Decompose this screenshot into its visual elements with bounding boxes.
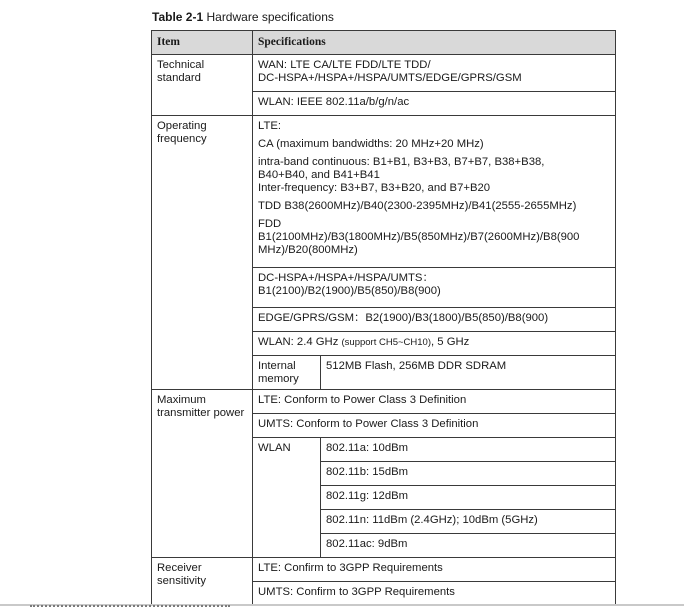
spec-tx-wlan-80211g: 802.11g: 12dBm	[321, 486, 616, 510]
spec-lte-intra-1: intra-band continuous: B1+B1, B3+B3, B7+B7, B38+B38,	[258, 156, 545, 168]
spec-lte-fdd-1: B1(2100MHz)/B3(1800MHz)/B5(850MHz)/B7(2600MHz)/B8(900	[258, 231, 580, 243]
spec-wlan-frequency-suffix: , 5 GHz	[431, 336, 470, 348]
spec-tx-wlan-label: WLAN	[253, 438, 321, 558]
spec-rx-lte: LTE: Confirm to 3GPP Requirements	[253, 558, 616, 582]
spec-tx-wlan-80211ac: 802.11ac: 9dBm	[321, 534, 616, 558]
spec-dc-hspa-line2: B1(2100)/B2(1900)/B5(850)/B8(900)	[258, 285, 441, 297]
header-item: Item	[152, 31, 253, 55]
table-row	[152, 116, 616, 268]
spec-tx-wlan-80211n: 802.11n: 11dBm (2.4GHz); 10dBm (5GHz)	[321, 510, 616, 534]
spec-lte-fdd-2: MHz)/B20(800MHz)	[258, 244, 358, 256]
item-receiver-sensitivity: Receiver sensitivity	[152, 558, 253, 606]
table-caption	[152, 10, 334, 24]
spec-lte-frequency	[253, 116, 616, 268]
spec-dc-hspa-line1: DC-HSPA+/HSPA+/HSPA/UMTS：	[258, 272, 434, 284]
table-header-row	[152, 31, 616, 55]
spec-wlan-standard: WLAN: IEEE 802.11a/b/g/n/ac	[253, 92, 616, 116]
spec-tx-umts: UMTS: Conform to Power Class 3 Definition	[253, 414, 616, 438]
spec-tx-wlan-80211b: 802.11b: 15dBm	[321, 462, 616, 486]
spec-wan-line1: WAN: LTE CA/LTE FDD/LTE TDD/	[258, 59, 431, 71]
item-operating-frequency: Operating frequency	[152, 116, 253, 390]
spec-lte-label: LTE:	[258, 120, 282, 132]
header-specifications: Specifications	[253, 31, 616, 55]
spec-wlan-frequency	[253, 332, 616, 356]
spec-lte-ca: CA (maximum bandwidths: 20 MHz+20 MHz)	[258, 138, 484, 150]
spec-dc-hspa	[253, 268, 616, 308]
spec-wan-line2: DC-HSPA+/HSPA+/HSPA/UMTS/EDGE/GPRS/GSM	[258, 72, 522, 84]
spec-edge-gprs-gsm: EDGE/GPRS/GSM：B2(1900)/B3(1800)/B5(850)/B8(900)	[253, 308, 616, 332]
table-row	[152, 390, 616, 414]
spec-wan	[253, 55, 616, 92]
spec-tx-wlan-80211a: 802.11a: 10dBm	[321, 438, 616, 462]
spec-wlan-frequency-note: (support CH5~CH10)	[341, 337, 431, 348]
spec-lte-intra-2: B40+B40, and B41+B41	[258, 169, 380, 181]
table-row	[152, 55, 616, 92]
item-technical-standard: Technical standard	[152, 55, 253, 116]
spec-lte-tdd: TDD B38(2600MHz)/B40(2300-2395MHz)/B41(2555-2655MHz)	[258, 200, 577, 212]
spec-internal-memory: 512MB Flash, 256MB DDR SDRAM	[321, 356, 616, 390]
table-caption-label: Table 2-1	[152, 10, 204, 24]
item-internal-memory: Internal memory	[253, 356, 321, 390]
hardware-specifications-table	[151, 30, 616, 606]
page-bottom-dotted-marks	[30, 605, 230, 609]
item-max-transmitter-power: Maximum transmitter power	[152, 390, 253, 558]
spec-lte-inter: Inter-frequency: B3+B7, B3+B20, and B7+B20	[258, 182, 491, 194]
spec-wlan-frequency-prefix: WLAN: 2.4 GHz	[258, 336, 342, 348]
table-caption-text: Hardware specifications	[203, 10, 334, 24]
spec-tx-lte: LTE: Conform to Power Class 3 Definition	[253, 390, 616, 414]
table-row	[152, 558, 616, 582]
spec-rx-umts: UMTS: Confirm to 3GPP Requirements	[253, 582, 616, 606]
spec-lte-fdd-label: FDD	[258, 218, 282, 230]
